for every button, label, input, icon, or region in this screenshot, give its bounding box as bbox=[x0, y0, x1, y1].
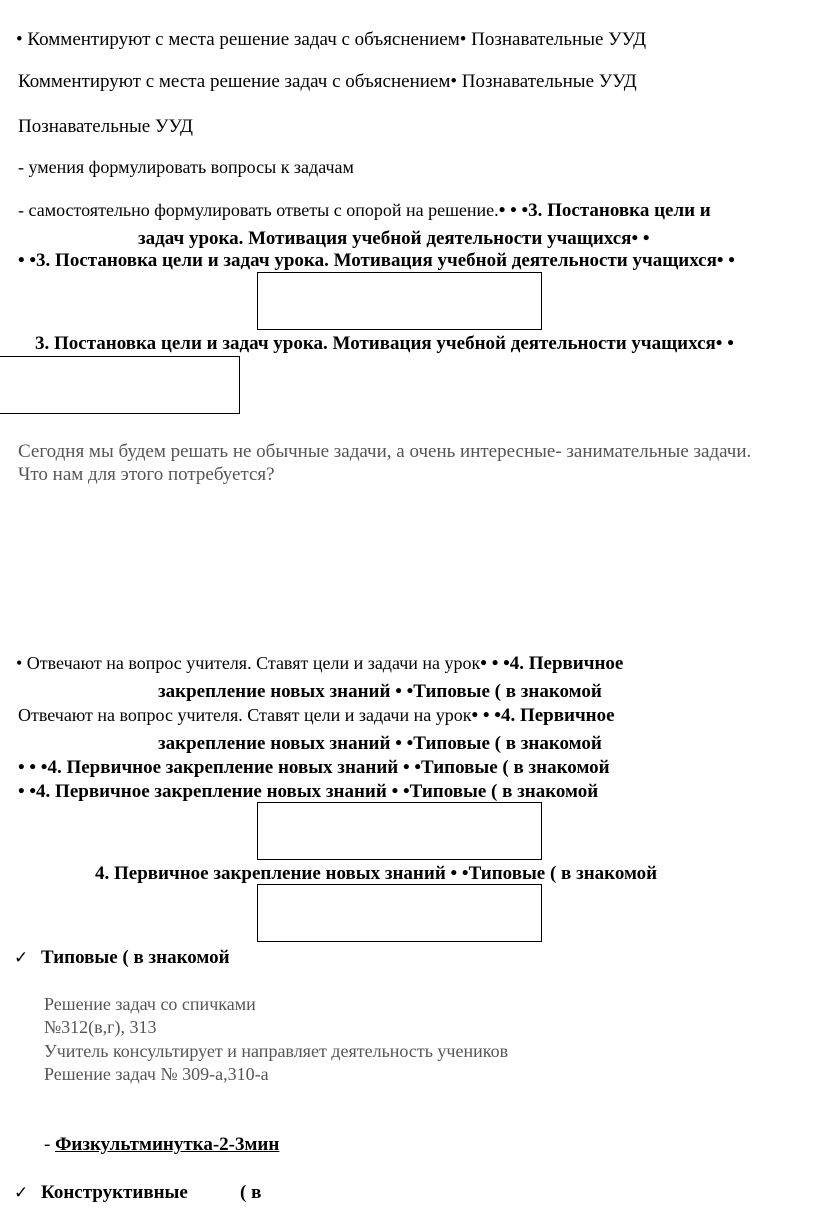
check-icon: ✓ bbox=[14, 1183, 29, 1203]
paragraph-line-2: Что нам для этого потребуется? bbox=[18, 464, 275, 485]
task-line-3: Учитель консультирует и направляет деятельность учеников bbox=[44, 1041, 509, 1061]
check-icon: ✓ bbox=[14, 948, 29, 968]
checklist-item-constructive-label: Конструктивные ( в bbox=[41, 1182, 262, 1203]
line-6: задач урока. Мотивация учебной деятельности учащихся• • bbox=[138, 228, 650, 249]
task-line-1: Решение задач со спичками bbox=[44, 994, 256, 1014]
paragraph-line-1: Сегодня мы будем решать не обычные задачи, а очень интересные- занимательные задачи. bbox=[18, 441, 752, 462]
line-9 bbox=[16, 654, 623, 673]
line-12: закрепление новых знаний • •Типовые ( в знакомой bbox=[158, 733, 602, 754]
line-11-text: Отвечают на вопрос учителя. Ставят цели и задачи на урок bbox=[18, 705, 472, 725]
line-11-heading: • • •4. Первичное bbox=[471, 705, 615, 726]
line-13: • • •4. Первичное закрепление новых знаний • •Типовые ( в знакомой bbox=[18, 757, 610, 778]
physical-break-title: Физкультминутка-2-3мин bbox=[55, 1134, 280, 1155]
line-5-heading: • • •3. Постановка цели и bbox=[498, 200, 711, 221]
line-7: • •3. Постановка цели и задач урока. Мотивация учебной деятельности учащихся• • bbox=[18, 250, 735, 271]
checklist-item-typical-label: Типовые ( в знакомой bbox=[41, 947, 230, 968]
checklist-item-typical bbox=[14, 948, 230, 967]
line-5-text: - самостоятельно формулировать ответы с опорой на решение. bbox=[18, 200, 499, 220]
line-14: • •4. Первичное закрепление новых знаний • •Типовые ( в знакомой bbox=[18, 781, 599, 802]
empty-box-2 bbox=[0, 356, 240, 414]
line-10: закрепление новых знаний • •Типовые ( в знакомой bbox=[158, 681, 602, 702]
line-9-text: • Отвечают на вопрос учителя. Ставят цели и задачи на урок bbox=[16, 653, 481, 673]
line-8: 3. Постановка цели и задач урока. Мотивация учебной деятельности учащихся• • bbox=[35, 333, 734, 354]
task-line-2: №312(в,г), 313 bbox=[44, 1017, 157, 1037]
line-4: - умения формулировать вопросы к задачам bbox=[18, 157, 354, 177]
line-2: Комментируют с места решение задач с объяснением• Познавательные УУД bbox=[18, 71, 637, 92]
line-11 bbox=[18, 706, 615, 725]
line-3: Познавательные УУД bbox=[18, 116, 193, 137]
empty-box-1 bbox=[257, 272, 542, 330]
task-line-4: Решение задач № 309-а,310-а bbox=[44, 1064, 269, 1084]
line-15: 4. Первичное закрепление новых знаний • •Типовые ( в знакомой bbox=[95, 863, 658, 884]
line-5 bbox=[18, 201, 711, 220]
physical-break bbox=[44, 1135, 279, 1154]
checklist-item-constructive bbox=[14, 1183, 261, 1202]
empty-box-4 bbox=[257, 884, 542, 942]
empty-box-3 bbox=[257, 802, 542, 860]
line-1: • Комментируют с места решение задач с объяснением• Познавательные УУД bbox=[16, 29, 647, 50]
line-9-heading: • • •4. Первичное bbox=[480, 653, 624, 674]
physical-break-dash: - bbox=[44, 1134, 56, 1155]
